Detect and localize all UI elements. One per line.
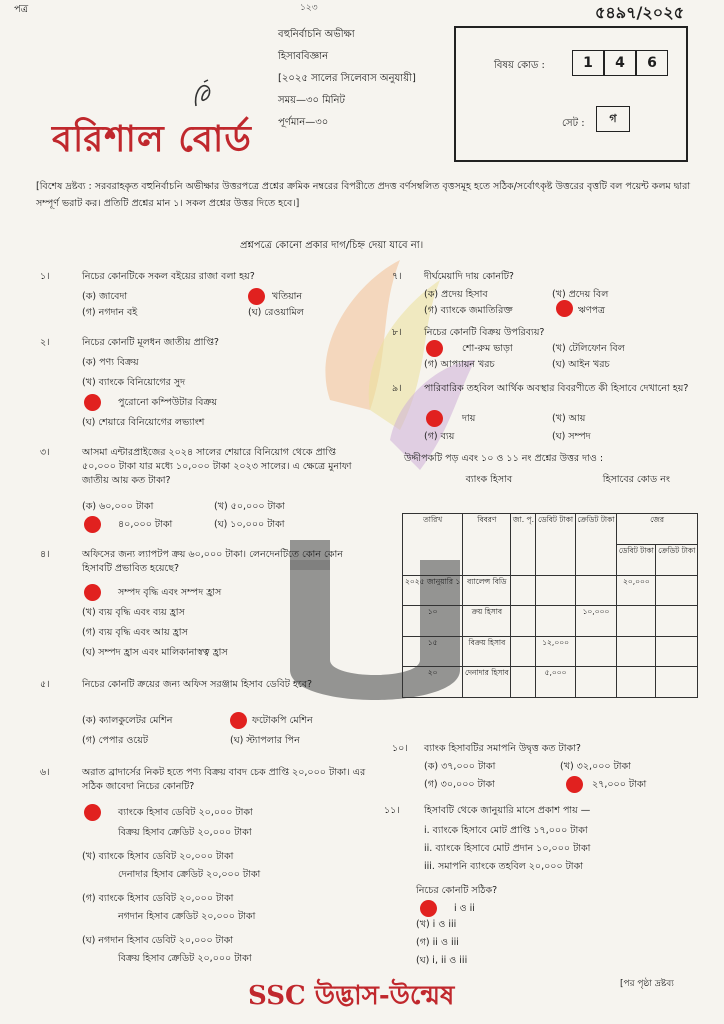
question-number: ৯। [392,383,402,394]
option-b: (খ) টেলিফোন বিল [552,343,625,354]
option-c: ৪০,০০০ টাকা [118,519,173,530]
option-c: পুরোনো কম্পিউটার বিক্রয় [118,397,218,408]
cell-bal-debit [617,606,656,637]
option-c: (গ) পেপার ওয়েট [82,735,148,746]
question-number: ২। [40,337,50,348]
question-text: নিচের কোনটি বিক্রয় উপরিব্যয়? [424,327,545,338]
brand-footer: SSC উদ্ভাস-উন্মেষ [248,981,455,1011]
cell-desc: ব্যালেন্স বিডি [463,575,511,606]
question-text: পারিবারিক তহবিল আর্থিক অবস্থার বিবরণীতে কী হিসাবে দেখানো হয়? [424,383,689,394]
cell-bal-debit [617,667,656,698]
option-d: (ঘ) আইন খরচ [552,359,610,370]
col-balance: জের [617,514,698,545]
option-d: ঋণপত্র [578,305,606,316]
cell-debit [536,606,575,637]
question-number: ৬। [40,767,50,778]
option-a: (ক) জাবেদা [82,291,128,302]
cell-bal-credit [656,667,698,698]
cell-desc: দেনাদার হিসাব [463,667,511,698]
option-b: (খ) ৩২,০০০ টাকা [560,761,631,772]
cell-jp [511,636,536,667]
subject-code-digit: 6 [636,50,668,76]
ledger-table [402,472,698,698]
option-b: (খ) ব্যাংকে বিনিয়োগের সুদ [82,377,186,388]
cell-date: ১০ [403,606,463,637]
question-number: ৭। [392,271,402,282]
exam-code: ৫৪৯৭/২০২৫ [595,3,684,22]
subject-code-digit: 1 [572,50,604,76]
option-a: (ক) ৬০,০০০ টাকা [82,501,154,512]
answer-mark [426,340,443,357]
special-note: [বিশেষ দ্রষ্টব্য : সরবরাহকৃত বহুনির্বাচনি অভীক্ষার উত্তরপত্রে প্রশ্নের ক্রমিক নম্বরের বিপরীতে প্রদত্ত বর্ণসম্বলিত বৃত্তসমূহ হতে সঠিক/সর্বোৎকৃষ্ট উত্তরের বৃত্তটি বল পয়েন্ট কলম দ্বারা সম্পূর্ণ ভরাট কর। প্রতিটি প্রশ্নের মান ১। সকল প্রশ্নের উত্তর দিতে হবে।] [36,181,691,209]
question-text: নিচের কোনটিকে সকল বইয়ের রাজা বলা হয়? [82,271,255,282]
option-a: সম্পদ বৃদ্ধি এবং সম্পদ হ্রাস [118,587,222,598]
statement-i: i. ব্যাংকে হিসাবে মোট প্রাপ্তি ১৭,০০০ টাকা [424,825,588,836]
question-text: হিসাবটি থেকে জানুয়ারি মাসে প্রকাশ পায় — [424,805,591,816]
ledger-code-label: হিসাবের কোড নং [602,474,670,485]
question-number: ৪। [40,549,50,560]
question-text: দীর্ঘমেয়াদি দায় কোনটি? [424,271,514,282]
exam-info [278,24,416,134]
col-desc: বিবরণ [463,514,511,575]
option-c: (গ) ৩০,০০০ টাকা [424,779,495,790]
full-marks: পূর্ণমান—৩০ [278,117,329,128]
subject-code-digit: 4 [604,50,636,76]
cell-date: ১৫ [403,636,463,667]
cell-jp [511,667,536,698]
cell-bal-debit: ২০,০০০ [617,575,656,606]
option-b: (খ) i ও iii [416,919,457,930]
page-label: পত্র [14,4,29,15]
subject-code-box [454,26,688,162]
question-number: ৮। [392,327,402,338]
table-row [403,606,698,637]
option-b: (খ) আয় [552,413,586,424]
option-b-line2: দেনাদার হিসাব ক্রেডিট ২০,০০০ টাকা [118,869,261,880]
handwritten-mark-icon [190,78,218,112]
question-text: অরাত ব্রাদার্সের নিকট হতে পণ্য বিক্রয় বাবদ চেক প্রাপ্তি ২০,০০০ টাকা। এর সঠিক জাবেদা নিচের কোনটি? [82,767,366,792]
cell-bal-credit [656,636,698,667]
option-a: শো-রুম ভাড়া [462,343,513,354]
option-d: (ঘ) ১০,০০০ টাকা [214,519,285,530]
option-b: (খ) ব্যয় বৃদ্ধি এবং ব্যয় হ্রাস [82,607,185,618]
col-debit: ডেবিট টাকা [536,514,575,575]
question-text: অফিসের জন্য ল্যাপটপ ক্রয় ৬০,০০০ টাকা। লেনদেনটিতে কোন কোন হিসাবটি প্রভাবিত হয়েছে? [82,549,343,574]
option-a-line2: বিক্রয় হিসাব ক্রেডিট ২০,০০০ টাকা [118,827,252,838]
answer-mark [230,712,247,729]
warning-line: প্রশ্নপত্রে কোনো প্রকার দাগ/চিহ্ন দেয়া যাবে না। [240,240,424,251]
subject-name: হিসাববিজ্ঞান [278,51,329,62]
col-bal-debit: ডেবিট টাকা [617,544,656,575]
cell-bal-credit [656,575,698,606]
answer-mark [84,516,101,533]
turn-page-note: [পর পৃষ্ঠা দ্রষ্টব্য [620,979,674,989]
option-c: (গ) আপ্যায়ন খরচ [424,359,495,370]
statement-ii: ii. ব্যাংকে হিসাবে মোট প্রদান ১০,০০০ টাকা [424,843,591,854]
cell-credit [575,636,616,667]
option-a: (ক) প্রদেয় হিসাব [424,289,488,300]
question-number: ৩। [40,447,50,458]
option-b-line1: (খ) ব্যাংকে হিসাব ডেবিট ২০,০০০ টাকা [82,851,234,862]
cell-credit [575,667,616,698]
cell-debit: ১২,০০০ [536,636,575,667]
question-text: নিচের কোনটি ক্রয়ের জন্য অফিস সরঞ্জাম হিসাব ডেবিট হবে? [82,679,313,690]
cell-jp [511,606,536,637]
cell-desc: বিক্রয় হিসাব [463,636,511,667]
option-c: (গ) ii ও iii [416,937,459,948]
col-bal-credit: ক্রেডিট টাকা [656,544,698,575]
question-number: ৫। [40,679,50,690]
question-text: নিচের কোনটি মূলধন জাতীয় প্রাপ্তি? [82,337,219,348]
question-number: ১০। [392,743,408,754]
option-a: (ক) ক্যালকুলেটর মেশিন [82,715,173,726]
bank-ledger [402,472,698,698]
set-label: সেট : [562,118,585,129]
answer-mark [84,804,101,821]
cell-credit: ১০,০০০ [575,606,616,637]
cell-debit [536,575,575,606]
set-value: গ [596,106,630,132]
option-d: ২৭,০০০ টাকা [592,779,647,790]
option-d: (ঘ) শেয়ারে বিনিয়োগের লভ্যাংশ [82,417,205,428]
option-c: (গ) ব্যয় বৃদ্ধি এবং আয় হ্রাস [82,627,188,638]
option-a: দায় [462,413,476,424]
question-text: আসমা এন্টারপ্রাইজের ২০২৪ সালের শেয়ারে বিনিয়োগ থেকে প্রাপ্তি ৫০,০০০ টাকা যার মধ্যে ১০,০০০ টাকা ২০২৩ সালের। এ ক্ষেত্রে মুনাফা জাতীয় আয় কত টাকা? [82,447,352,486]
option-d: (ঘ) সম্পদ [552,431,591,442]
cell-bal-debit [617,636,656,667]
cell-date: ২০২৫ জানুয়ারি ১ [403,575,463,606]
subject-code-label: বিষয় কোড : [494,60,545,71]
option-a: (ক) ৩৭,০০০ টাকা [424,761,496,772]
cell-jp [511,575,536,606]
option-a-line1: ব্যাংকে হিসাব ডেবিট ২০,০০০ টাকা [118,807,253,818]
page-number: ১২৩ [300,3,318,13]
question-text: ব্যাংক হিসাবটির সমাপনি উদ্বৃত্ত কত টাকা? [424,743,581,754]
option-c: (গ) ব্যাংকে জমাতিরিক্ত [424,305,513,316]
table-row [403,575,698,606]
col-jp: জা. পৃ. [511,514,536,575]
option-d: (ঘ) সম্পদ হ্রাস এবং মালিকানাস্বত্ব হ্রাস [82,647,228,658]
answer-mark [420,900,437,917]
option-d-line2: বিক্রয় হিসাব ক্রেডিট ২০,০০০ টাকা [118,953,252,964]
option-d: (ঘ) রেওয়ামিল [248,307,304,318]
option-d: (ঘ) i, ii ও iii [416,955,468,966]
answer-mark [426,410,443,427]
option-d-line1: (ঘ) নগদান হিসাব ডেবিট ২০,০০০ টাকা [82,935,233,946]
board-name: বরিশাল বোর্ড [52,118,252,160]
which-correct: নিচের কোনটি সঠিক? [416,885,498,896]
option-c-line1: (গ) ব্যাংকে হিসাব ডেবিট ২০,০০০ টাকা [82,893,234,904]
stem-instruction: উদ্দীপকটি পড় এবং ১০ ও ১১ নং প্রশ্নের উত্তর দাও : [404,453,604,464]
option-b: খতিয়ান [272,291,303,302]
ledger-title: ব্যাংক হিসাব [465,474,513,485]
answer-mark [84,394,101,411]
table-row [403,667,698,698]
time-limit: সময়—৩০ মিনিট [278,95,345,106]
answer-mark [556,300,573,317]
option-a: i ও ii [454,903,475,914]
option-b: (খ) প্রদেয় বিল [552,289,609,300]
table-row [403,636,698,667]
cell-debit: ৫,০০০ [536,667,575,698]
cell-credit [575,575,616,606]
answer-mark [84,584,101,601]
question-number: ১। [40,271,50,282]
exam-type: বহুনির্বাচনি অভীক্ষা [278,29,355,40]
col-credit: ক্রেডিট টাকা [575,514,616,575]
question-number: ১১। [384,805,400,816]
answer-mark [566,776,583,793]
cell-desc: ক্রয় হিসাব [463,606,511,637]
cell-bal-credit [656,606,698,637]
option-c: (গ) নগদান বই [82,307,138,318]
option-b: ফটোকপি মেশিন [252,715,313,726]
option-b: (খ) ৫০,০০০ টাকা [214,501,285,512]
option-a: (ক) পণ্য বিক্রয় [82,357,139,368]
option-c-line2: নগদান হিসাব ক্রেডিট ২০,০০০ টাকা [118,911,256,922]
col-date: তারিখ [403,514,463,575]
statement-iii: iii. সমাপনি ব্যাংকে তহবিল ২০,০০০ টাকা [424,861,583,872]
option-c: (গ) ব্যয় [424,431,455,442]
answer-mark [248,288,265,305]
syllabus-note: [২০২৫ সালের সিলেবাস অনুযায়ী] [278,73,416,84]
cell-date: ২০ [403,667,463,698]
option-d: (ঘ) স্ট্যাপলার পিন [230,735,300,746]
